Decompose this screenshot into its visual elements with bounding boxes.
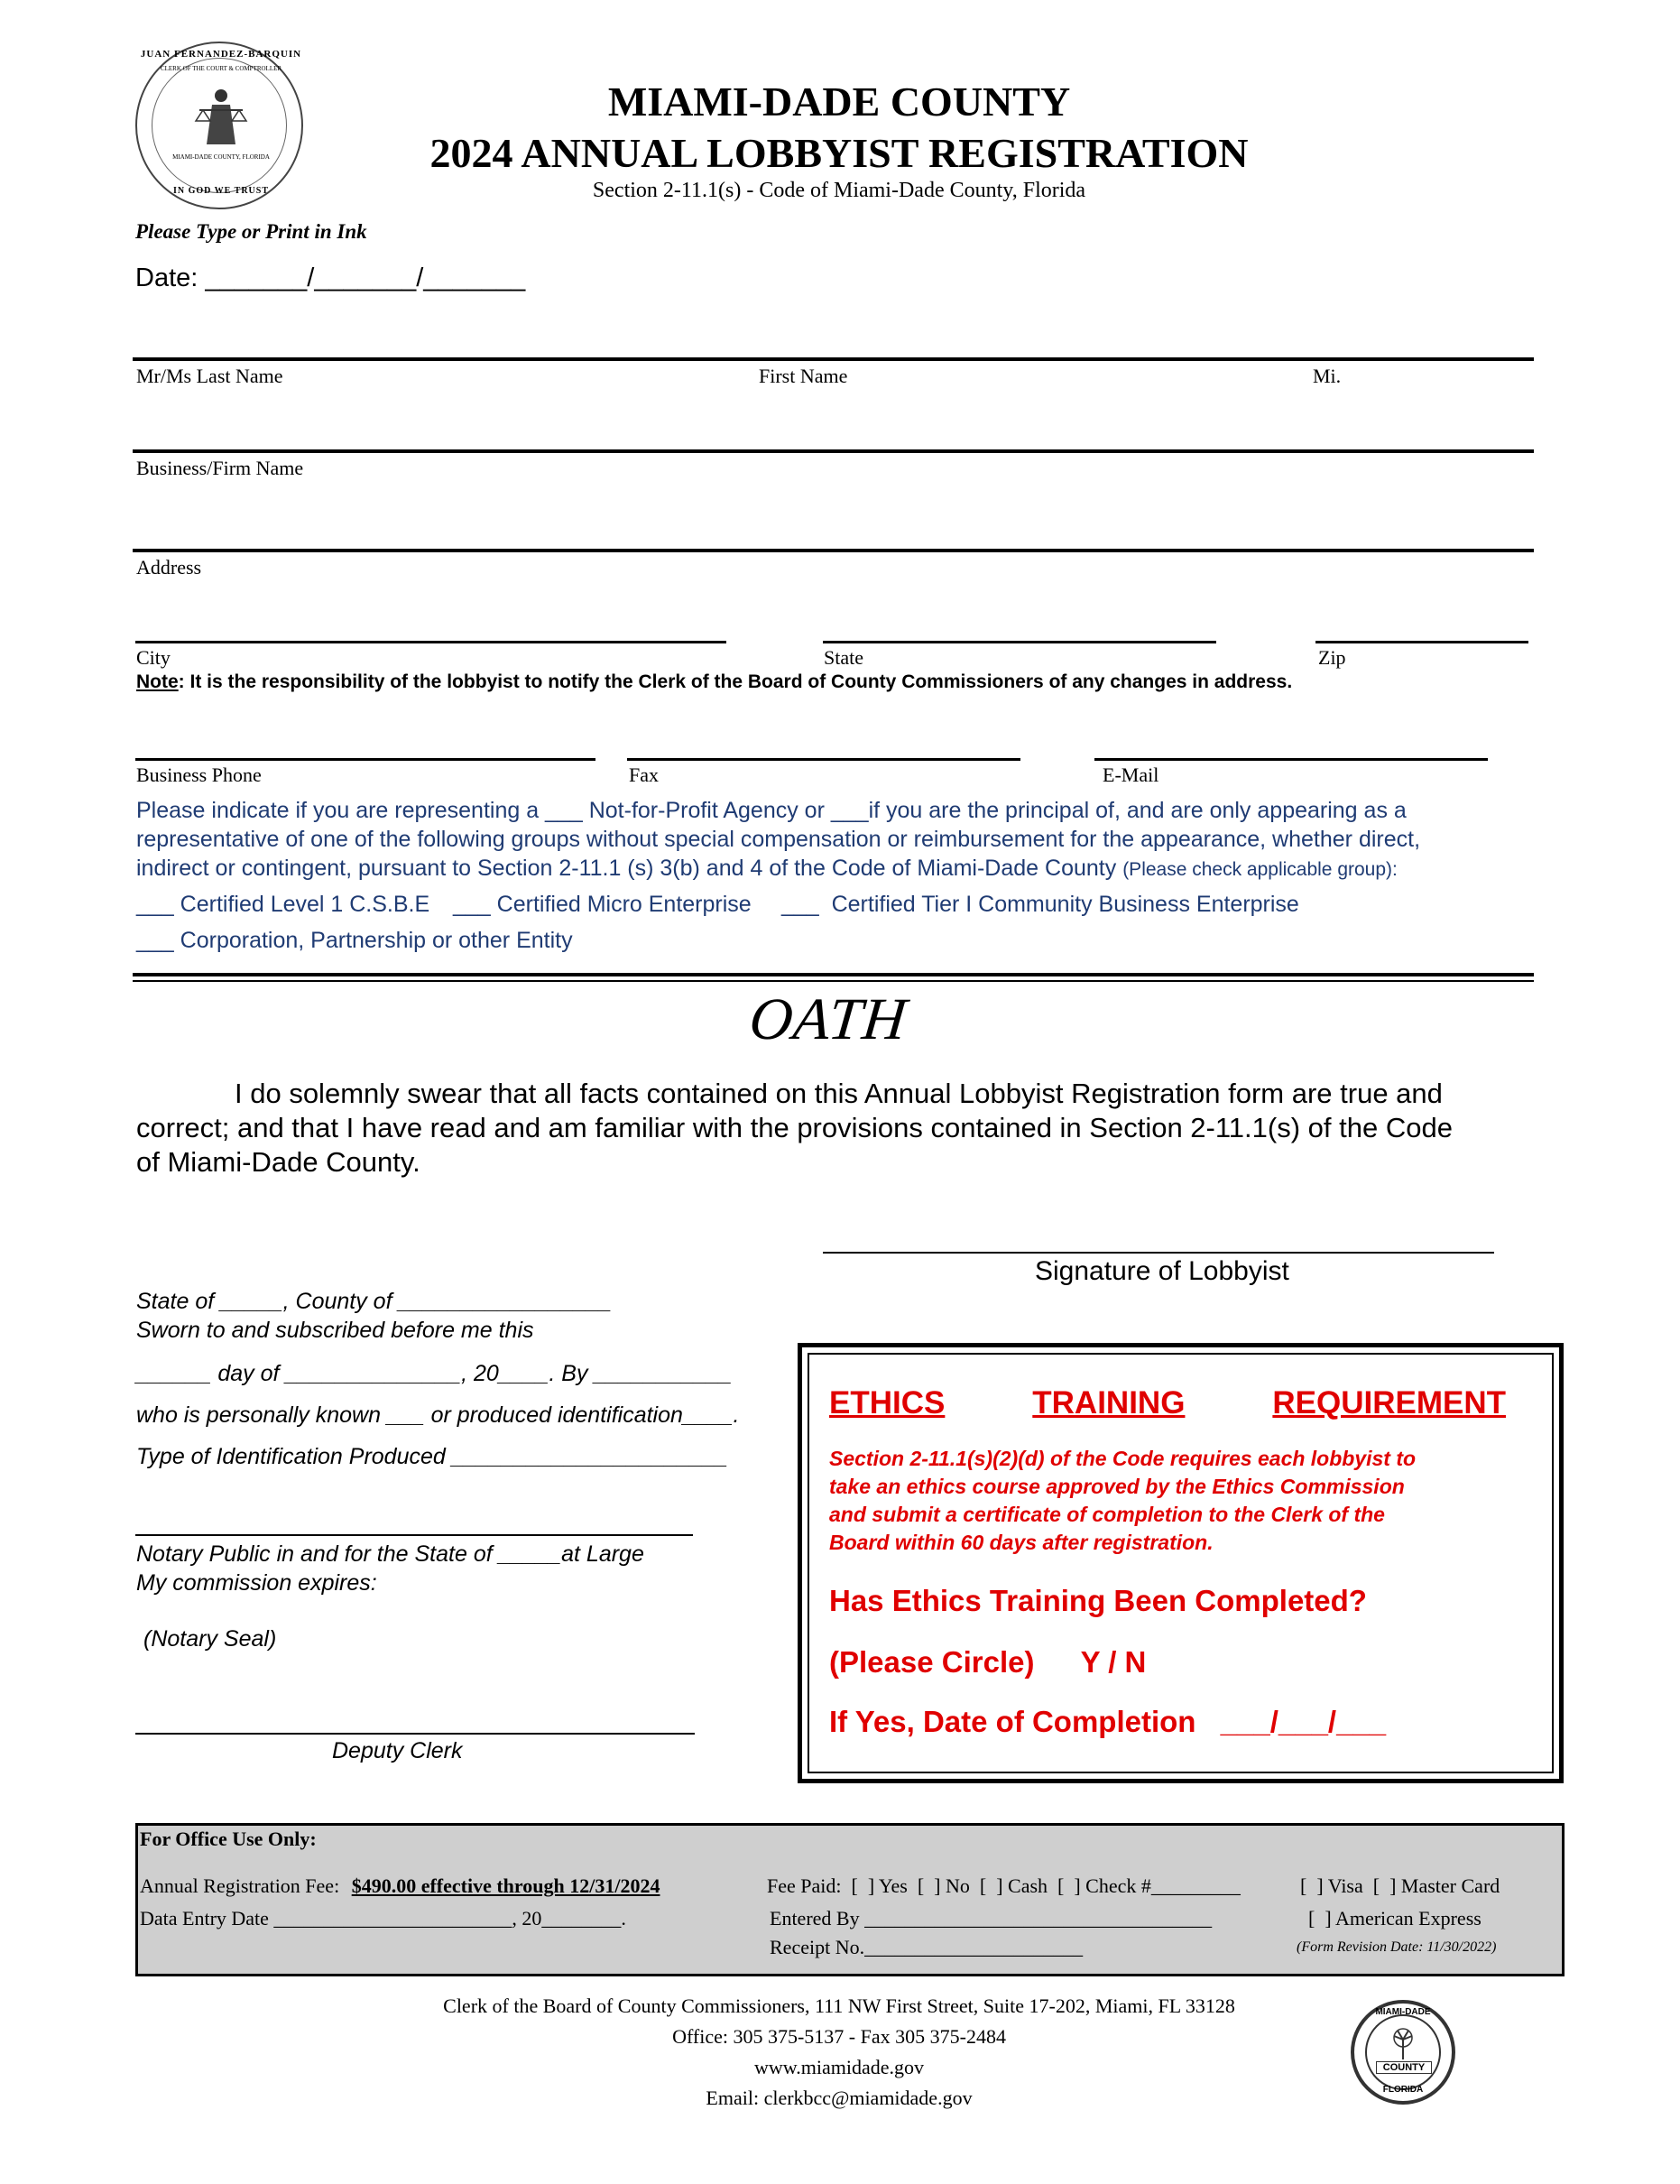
ethics-box — [798, 1343, 1564, 1783]
name-line[interactable] — [133, 357, 1534, 361]
seal-text-county: MIAMI-DADE COUNTY, FLORIDA — [172, 153, 270, 161]
deputy-clerk-line[interactable] — [135, 1733, 695, 1735]
oath-line-2: correct; and that I have read and am familiar with the provisions contained in Section 2-11.1(s) of the Code — [136, 1112, 1453, 1143]
ethics-body — [829, 1445, 1533, 1557]
logo-text-top: MIAMI-DADE — [1375, 2007, 1431, 2017]
oath-line-1: I do solemnly swear that all facts contained on this Annual Lobbyist Registration form are true and — [235, 1078, 1443, 1109]
email-label: E-Mail — [1103, 763, 1159, 786]
notary-public-text[interactable]: Notary Public in and for the State of _____at Large — [136, 1541, 644, 1567]
notary-day-of[interactable]: ______ day of ______________, 20____. By ___________ — [136, 1361, 733, 1386]
note-text: : It is the responsibility of the lobbyist to notify the Clerk of the Board of County Commissioners of any changes in address. — [178, 671, 1293, 692]
ethics-circle-label: (Please Circle) — [829, 1645, 1035, 1679]
fee-label: Annual Registration Fee: — [140, 1874, 340, 1897]
representation-line-3 — [136, 856, 1398, 882]
representation-line-1: Please indicate if you are representing a ___ Not-for-Profit Agency or ___if you are the principal of, and are only appearing as a — [136, 798, 1407, 823]
representation-line-3-text: indirect or contingent, pursuant to Section 2-11.1 (s) 3(b) and 4 of the Code of Miami-Dade County — [136, 856, 1117, 881]
office-use-title: For Office Use Only: — [140, 1828, 317, 1850]
ethics-title-word-1: ETHICS — [829, 1385, 946, 1421]
zip-line[interactable] — [1315, 641, 1528, 643]
option-tier1-cbe[interactable]: ___ Certified Tier I Community Business Enterprise — [781, 892, 1299, 917]
ethics-question: Has Ethics Training Been Completed? — [829, 1584, 1367, 1617]
representation-line-3-small: (Please check applicable group): — [1122, 859, 1398, 880]
business-name-label: Business/Firm Name — [136, 457, 304, 479]
signature-line[interactable] — [823, 1252, 1494, 1254]
zip-label: Zip — [1318, 646, 1346, 669]
note-label: Note — [136, 671, 179, 692]
ethics-completion-date[interactable]: ___/___/___ — [1220, 1705, 1387, 1738]
state-line[interactable] — [823, 641, 1216, 643]
fee-paid[interactable]: Fee Paid: [ ] Yes [ ] No [ ] Cash [ ] Check #_________ — [767, 1874, 1241, 1897]
logo-text-bottom: FLORIDA — [1382, 2085, 1424, 2095]
ethics-circle-options[interactable]: Y / N — [1080, 1645, 1147, 1679]
clerk-seal-logo — [135, 42, 303, 209]
page-title-registration: 2024 ANNUAL LOBBYIST REGISTRATION — [429, 130, 1249, 176]
business-phone-line[interactable] — [135, 758, 595, 761]
section-divider-top — [133, 973, 1534, 976]
ethics-circle-row[interactable] — [829, 1645, 1146, 1680]
form-revision-date: (Form Revision Date: 11/30/2022) — [1297, 1939, 1497, 1955]
card-visa-mastercard[interactable]: [ ] Visa [ ] Master Card — [1300, 1874, 1500, 1897]
miami-dade-county-logo — [1351, 2000, 1455, 2105]
logo-text-mid: COUNTY — [1376, 2061, 1432, 2074]
ethics-title-word-2: TRAINING — [1032, 1385, 1186, 1421]
first-name-label: First Name — [759, 365, 848, 387]
city-label: City — [136, 646, 171, 669]
justice-figure-icon — [194, 85, 248, 148]
oath-title: OATH — [746, 986, 910, 1052]
notary-signature-line[interactable] — [135, 1534, 693, 1536]
footer-web[interactable]: www.miamidade.gov — [754, 2056, 924, 2078]
notary-seal-text: (Notary Seal) — [143, 1626, 277, 1652]
fee-row — [140, 1874, 660, 1898]
address-note — [136, 671, 1292, 693]
instruction-text: Please Type or Print in Ink — [135, 220, 367, 243]
footer-address: Clerk of the Board of County Commissioners, 111 NW First Street, Suite 17-202, Miami, FL 33128 — [443, 1994, 1235, 2017]
section-divider-bottom — [133, 980, 1534, 982]
seal-text-top: JUAN FERNANDEZ-BARQUIN — [140, 49, 302, 60]
notary-id-type[interactable]: Type of Identification Produced ______________________ — [136, 1444, 728, 1469]
notary-commission-expires: My commission expires: — [136, 1570, 377, 1596]
address-line[interactable] — [133, 549, 1534, 552]
notary-personally-known[interactable]: who is personally known ___ or produced identification____. — [136, 1402, 740, 1428]
state-label: State — [824, 646, 863, 669]
email-line[interactable] — [1094, 758, 1488, 761]
ethics-body-line-4: Board within 60 days after registration. — [829, 1531, 1214, 1554]
ethics-title-word-3: REQUIREMENT — [1272, 1385, 1506, 1421]
deputy-clerk-label: Deputy Clerk — [332, 1738, 463, 1763]
oath-line-3: of Miami-Dade County. — [136, 1146, 420, 1178]
footer-phone: Office: 305 375-5137 - Fax 305 375-2484 — [672, 2025, 1006, 2048]
entered-by[interactable]: Entered By ___________________________________ — [770, 1907, 1213, 1930]
ethics-completion-label: If Yes, Date of Completion — [829, 1705, 1196, 1738]
city-line[interactable] — [135, 641, 726, 643]
receipt-no[interactable]: Receipt No.______________________ — [770, 1936, 1084, 1958]
fax-line[interactable] — [627, 758, 1020, 761]
notary-sworn-text: Sworn to and subscribed before me this — [136, 1318, 534, 1343]
page-title-county: MIAMI-DADE COUNTY — [607, 79, 1071, 125]
signature-label: Signature of Lobbyist — [1035, 1256, 1289, 1286]
office-use-box — [135, 1823, 1565, 1976]
page-subtitle: Section 2-11.1(s) - Code of Miami-Dade County, Florida — [592, 179, 1086, 202]
seal-text-bottom: IN GOD WE TRUST — [172, 186, 270, 196]
ethics-title — [829, 1385, 1506, 1421]
middle-initial-label: Mi. — [1313, 365, 1342, 387]
ethics-body-line-2: take an ethics course approved by the Ethics Commission — [829, 1475, 1405, 1498]
ethics-body-line-3: and submit a certificate of completion to the Clerk of the — [829, 1503, 1385, 1526]
fee-value: $490.00 effective through 12/31/2024 — [351, 1874, 660, 1897]
palm-tree-icon — [1385, 2023, 1421, 2059]
data-entry-date[interactable]: Data Entry Date ________________________, 20________. — [140, 1907, 626, 1930]
ethics-body-line-1: Section 2-11.1(s)(2)(d) of the Code requires each lobbyist to — [829, 1447, 1417, 1470]
notary-state-county[interactable]: State of _____, County of _________________ — [136, 1289, 612, 1314]
date-field[interactable] — [135, 264, 525, 293]
business-name-line[interactable] — [133, 449, 1534, 453]
footer-email[interactable]: Email: clerkbcc@miamidade.gov — [706, 2087, 973, 2109]
fax-label: Fax — [629, 763, 659, 786]
business-phone-label: Business Phone — [136, 763, 262, 786]
date-label: Date: — [135, 264, 198, 292]
address-label: Address — [136, 556, 202, 578]
option-micro-enterprise[interactable]: ___ Certified Micro Enterprise — [453, 892, 752, 917]
card-american-express[interactable]: [ ] American Express — [1308, 1907, 1482, 1930]
representation-line-2: representative of one of the following groups without special compensation or reimbursement for the appearance, whether direct, — [136, 827, 1421, 852]
ethics-completion-row[interactable] — [829, 1705, 1386, 1739]
date-blank: _______/_______/_______ — [205, 264, 526, 292]
option-corporation[interactable]: ___ Corporation, Partnership or other Entity — [136, 928, 573, 953]
last-name-label: Mr/Ms Last Name — [136, 365, 283, 387]
seal-text-mid: CLERK OF THE COURT & COMPTROLLER — [160, 65, 282, 72]
option-csbe[interactable]: ___ Certified Level 1 C.S.B.E — [136, 892, 430, 917]
